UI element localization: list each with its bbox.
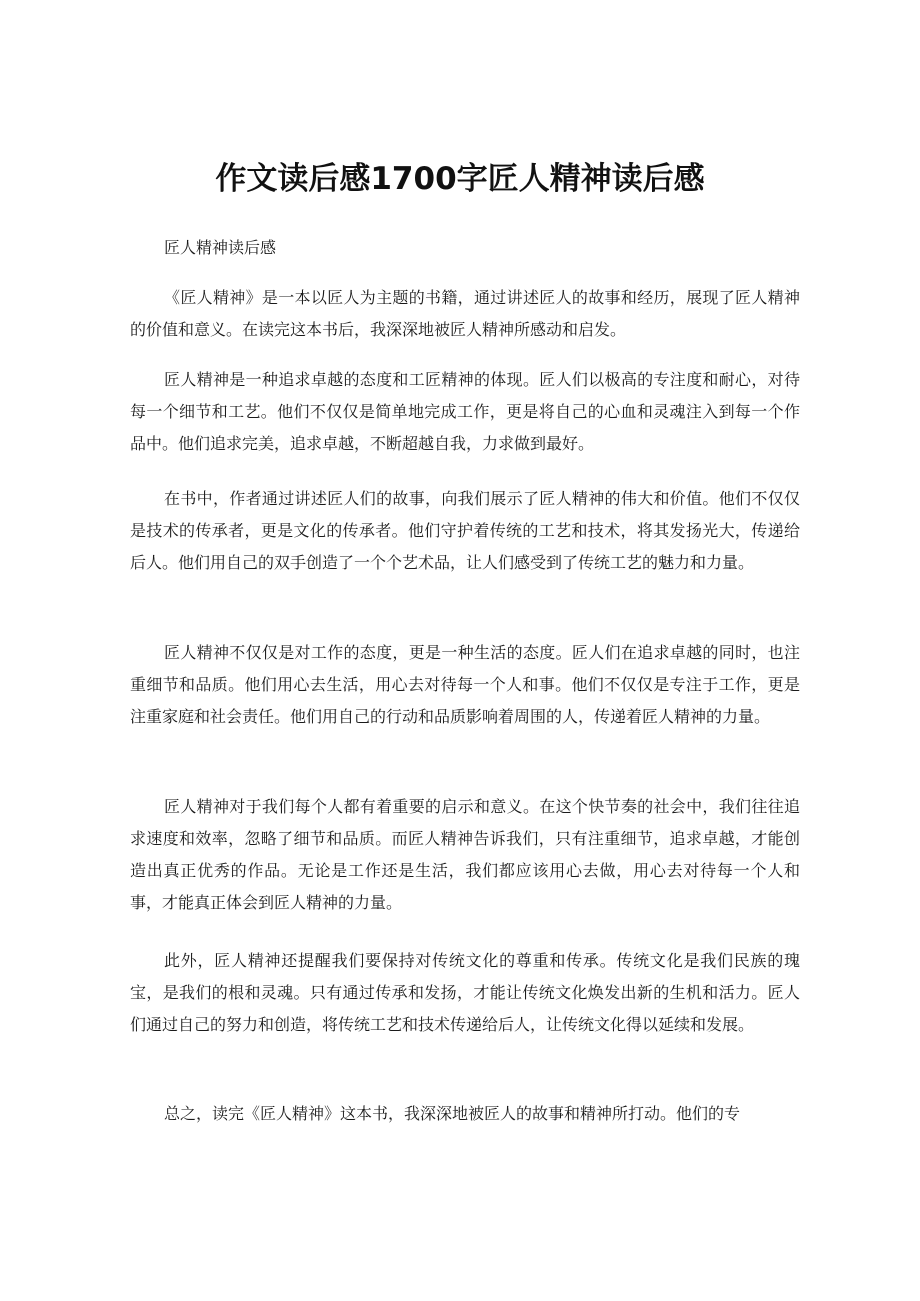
document-subtitle: 匠人精神读后感 <box>164 238 277 257</box>
paragraph-5: 匠人精神对于我们每个人都有着重要的启示和意义。在这个快节奏的社会中，我们往往追求速度和效率，忽略了细节和品质。而匠人精神告诉我们，只有注重细节，追求卓越，才能创造出真正优秀的作品。无论是工作还是生活，我们都应该用心去做，用心去对待每一个人和事，才能真正体会到匠人精神的力量。 <box>130 797 800 912</box>
paragraph-3: 在书中，作者通过讲述匠人们的故事，向我们展示了匠人精神的伟大和价值。他们不仅仅是技术的传承者，更是文化的传承者。他们守护着传统的工艺和技术，将其发扬光大，传递给后人。他们用自己的双手创造了一个个艺术品，让人们感受到了传统工艺的魅力和力量。 <box>130 489 800 572</box>
document-title: 作文读后感1700字匠人精神读后感 <box>215 161 705 197</box>
paragraph-2: 匠人精神是一种追求卓越的态度和工匠精神的体现。匠人们以极高的专注度和耐心，对待每一个细节和工艺。他们不仅仅是简单地完成工作，更是将自己的心血和灵魂注入到每一个作品中。他们追求完美，追求卓越，不断超越自我，力求做到最好。 <box>130 370 800 453</box>
paragraph-6: 此外，匠人精神还提醒我们要保持对传统文化的尊重和传承。传统文化是我们民族的瑰宝，是我们的根和灵魂。只有通过传承和发扬，才能让传统文化焕发出新的生机和活力。匠人们通过自己的努力和创造，将传统工艺和技术传递给后人，让传统文化得以延续和发展。 <box>130 951 800 1034</box>
paragraph-4: 匠人精神不仅仅是对工作的态度，更是一种生活的态度。匠人们在追求卓越的同时，也注重细节和品质。他们用心去生活，用心去对待每一个人和事。他们不仅仅是专注于工作，更是注重家庭和社会责任。他们用自己的行动和品质影响着周围的人，传递着匠人精神的力量。 <box>130 643 800 726</box>
paragraph-1: 《匠人精神》是一本以匠人为主题的书籍，通过讲述匠人的故事和经历，展现了匠人精神的价值和意义。在读完这本书后，我深深地被匠人精神所感动和启发。 <box>130 288 800 339</box>
paragraph-7: 总之，读完《匠人精神》这本书，我深深地被匠人的故事和精神所打动。他们的专 <box>164 1104 741 1123</box>
